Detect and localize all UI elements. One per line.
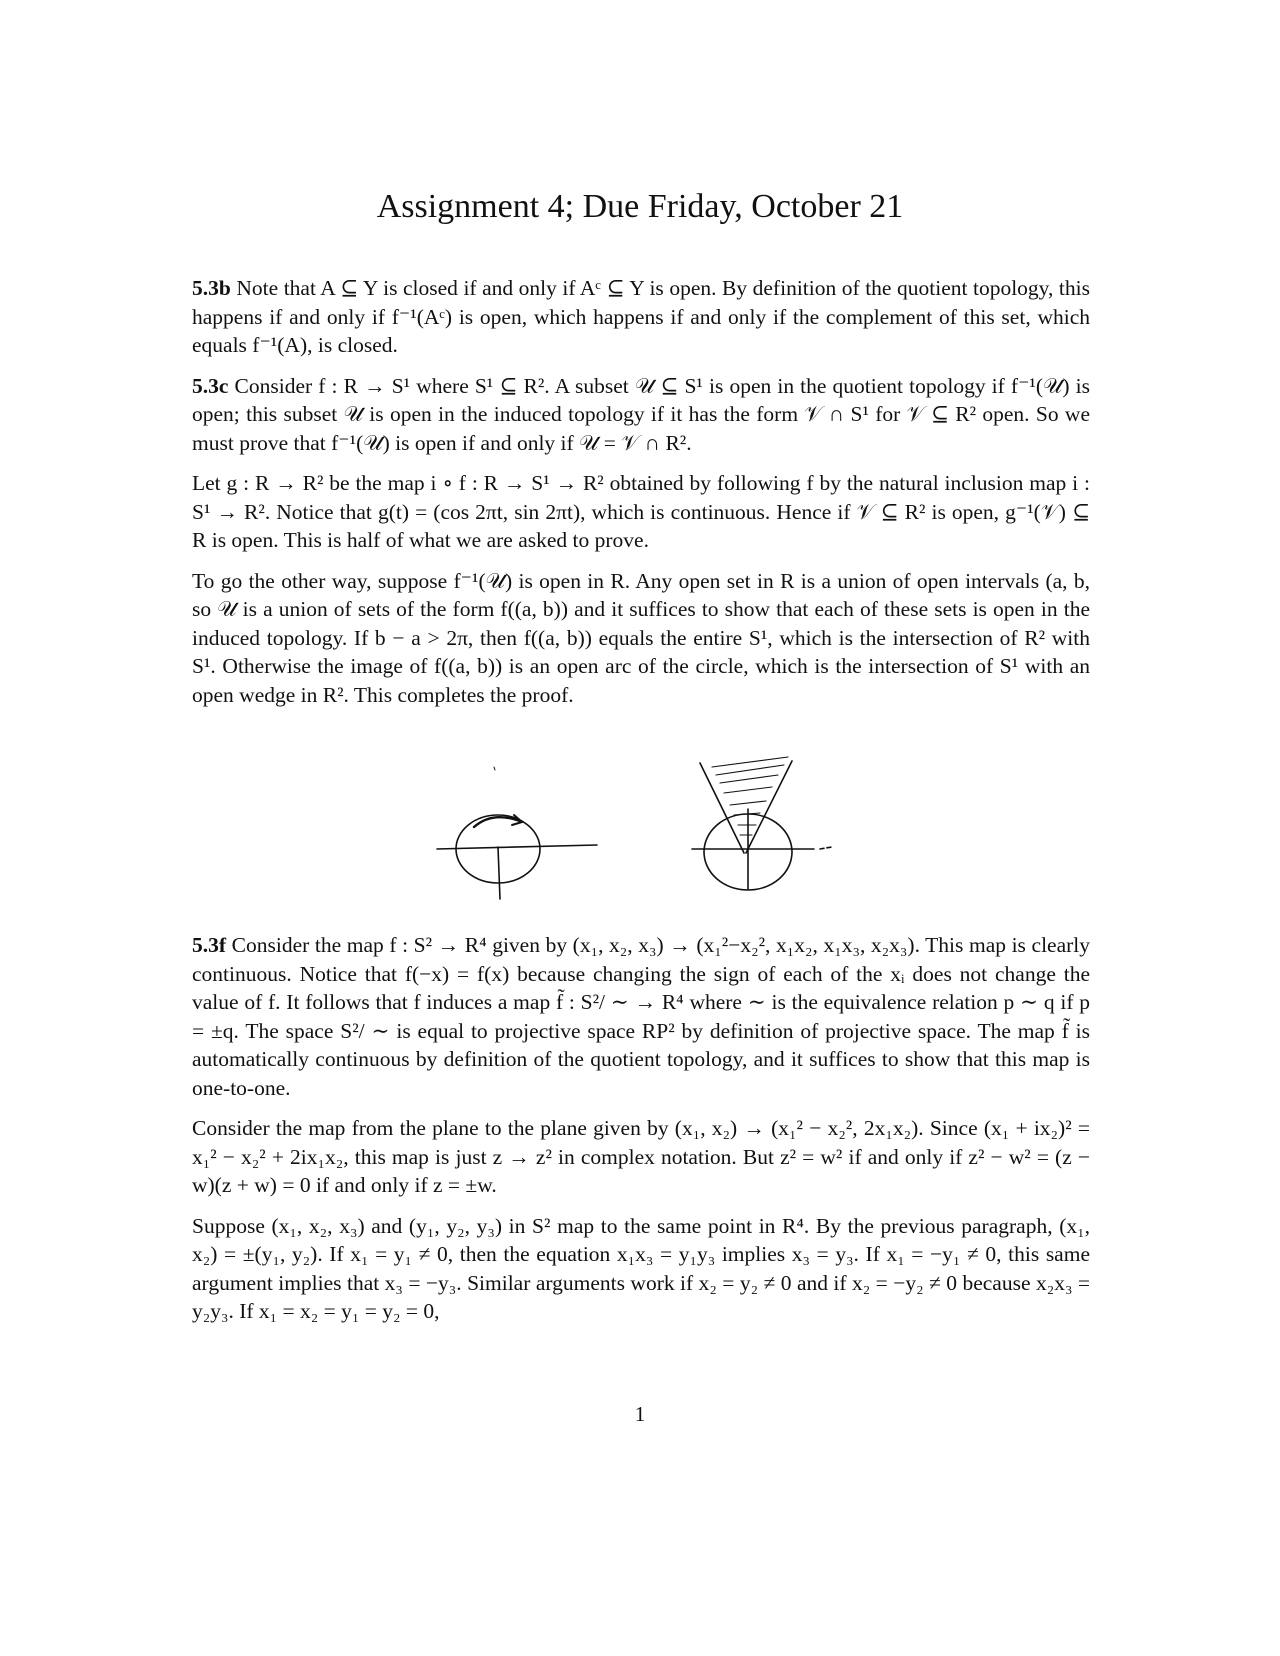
section-5-3c-para-3: To go the other way, suppose f⁻¹(𝒰) is open in R. Any open set in R is a union of open intervals (a, b, so 𝒰 is a union of sets of the form f((a, b)) and it suffices to show that each of these sets is open in the induced topology. If b − a > 2π, then f((a, b)) equals the entire S¹, which is the intersection of R² with S¹. Otherwise the image of f((a, b)) is an open arc of the circle, which is the intersection of S¹ with an open wedge in R². This completes the proof. xyxy=(192,568,1090,707)
page-number: 1 xyxy=(634,1402,646,1426)
circle-with-arc-sketch xyxy=(437,767,597,899)
section-5-3f-para-1 xyxy=(192,931,1090,1102)
hand-drawn-figure xyxy=(192,749,1090,909)
section-5-3f-para-3: Suppose (x₁, x₂, x₃) and (y₁, y₂, y₃) in S² map to the same point in R⁴. By the previous paragraph, (x₁, x₂) = ±(y₁, y₂). If x₁ = y₁ ≠ 0, then the equation x₁x₃ = y₁y₃ implies x₃ = y₃. If x₁ = −y₁ ≠ 0, this same argument implies that x₃ = −y₃. Similar arguments work if x₂ = y₂ ≠ 0 and if x₂ = −y₂ ≠ 0 because x₂x₃ = y₂y₃. If x₁ = x₂ = y₁ = y₂ = 0, xyxy=(192,1213,1090,1323)
section-5-3c-para-1 xyxy=(192,372,1090,458)
section-label: 5.3c xyxy=(192,373,229,398)
paragraph-text: Consider f : R → S¹ where S¹ ⊆ R². A subset 𝒰 ⊆ S¹ is open in the quotient topology if f⁻¹(𝒰) is open; this subset 𝒰 is open in the induced topology if it has the form 𝒱 ∩ S¹ for 𝒱 ⊆ R² open. So we must prove that f⁻¹(𝒰) is open if and only if 𝒰 = 𝒱 ∩ R². xyxy=(192,373,1091,455)
x-axis-left xyxy=(437,845,597,849)
section-label: 5.3b xyxy=(192,276,231,300)
circle-sketches xyxy=(192,749,1090,909)
section-5-3c-para-2: Let g : R → R² be the map i ∘ f : R → S¹ → R² obtained by following f by the natural inclusion map i : S¹ → R². Notice that g(t) = (cos 2πt, sin 2πt), which is continuous. Hence if 𝒱 ⊆ R² is open, g⁻¹(𝒱) ⊆ R is open. This is half of what we are asked to prove. xyxy=(192,471,1090,552)
tick-mark xyxy=(494,767,495,770)
section-5-3b xyxy=(192,274,1090,360)
circle-with-wedge-sketch xyxy=(692,757,832,890)
x-axis-dash xyxy=(820,847,832,849)
wedge-right-edge xyxy=(746,761,792,853)
section-label: 5.3f xyxy=(192,933,227,957)
y-axis-left xyxy=(498,847,500,899)
paragraph-text: Note that A ⊆ Y is closed if and only if Aᶜ ⊆ Y is open. By definition of the quotient topology, this happens if and only if f⁻¹(Aᶜ) is open, which happens if and only if the complement of this set, which equals f⁻¹(A), is closed. xyxy=(192,276,1090,357)
document-body xyxy=(192,274,1090,1338)
page-title: Assignment 4; Due Friday, October 21 xyxy=(376,188,904,225)
paragraph-text: Consider the map f : S² → R⁴ given by (x₁, x₂, x₃) → (x₁²−x₂², x₁x₂, x₁x₃, x₂x₃). This map is clearly continuous. Notice that f(−x) = f(x) because changing the sign of each of the xᵢ does not change the value of f. It follows that f induces a map f̃ : S²/ ∼ → R⁴ where ∼ is the equivalence relation p ∼ q if p = ±q. The space S²/ ∼ is equal to projective space RP² by definition of projective space. The map f̃ is automatically continuous by definition of the quotient topology, and it suffices to show that this map is one-to-one. xyxy=(192,933,1091,1100)
section-5-3f-para-2: Consider the map from the plane to the plane given by (x₁, x₂) → (x₁² − x₂², 2x₁x₂). Since (x₁ + ix₂)² = x₁² − x₂² + 2ix₁x₂, this map is just z → z² in complex notation. But z² = w² if and only if z² − w² = (z − w)(z + w) = 0 if and only if z = ±w. xyxy=(192,1116,1090,1197)
